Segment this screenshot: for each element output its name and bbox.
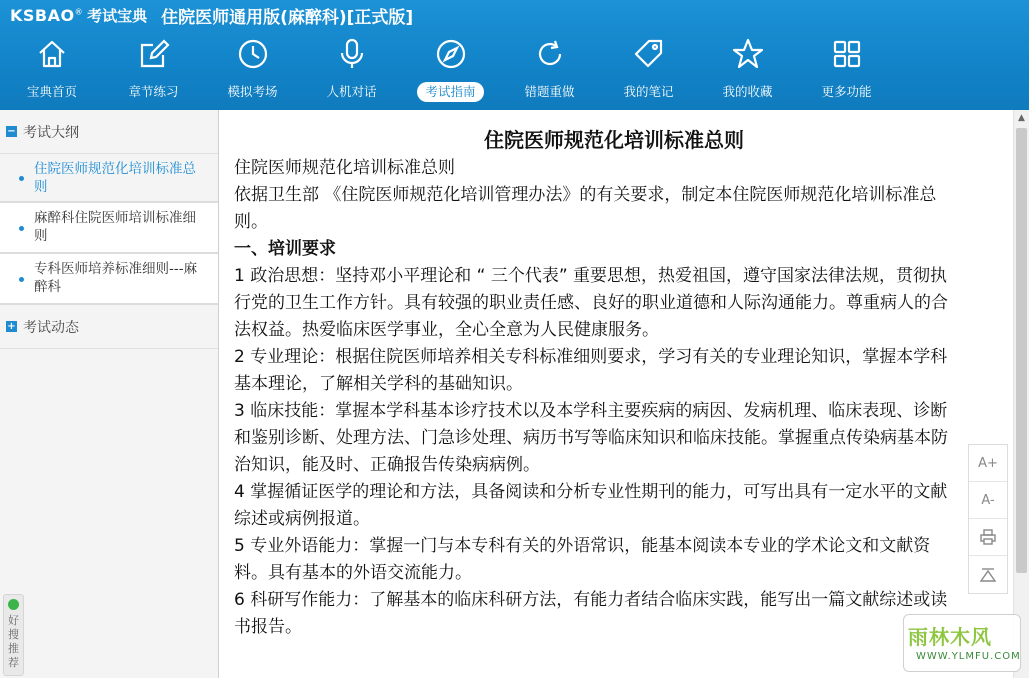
nav-chapter-practice[interactable] bbox=[104, 34, 203, 108]
nav-redo-mistakes[interactable] bbox=[500, 34, 599, 108]
nav-more[interactable] bbox=[797, 34, 896, 108]
document-view bbox=[220, 110, 1009, 678]
nav-dialogue[interactable] bbox=[302, 34, 401, 108]
nav-label: 考试指南 bbox=[417, 82, 483, 102]
bullet-icon bbox=[19, 277, 24, 282]
nav-mock-exam[interactable] bbox=[203, 34, 302, 108]
section-exam-news[interactable] bbox=[0, 305, 218, 349]
bullet-icon bbox=[19, 176, 24, 181]
nav-label: 模拟考场 bbox=[227, 84, 278, 99]
home-icon bbox=[32, 34, 72, 74]
scroll-up-icon[interactable]: ▲ bbox=[1018, 113, 1025, 123]
sidebar-item-specialist-rules[interactable] bbox=[0, 254, 218, 305]
nav-exam-guide[interactable] bbox=[401, 34, 500, 108]
font-increase-button[interactable]: A+ bbox=[969, 445, 1007, 482]
recommend-tab[interactable] bbox=[3, 594, 24, 676]
nav-label: 错题重做 bbox=[524, 84, 575, 99]
microphone-icon bbox=[332, 34, 372, 74]
section-exam-outline[interactable] bbox=[0, 110, 218, 154]
reader-toolbar bbox=[968, 444, 1008, 594]
section-label: 考试大纲 bbox=[23, 124, 79, 141]
sidebar-item-label: 住院医师规范化培训标准总则 bbox=[34, 161, 196, 195]
grid-icon bbox=[827, 34, 867, 74]
nav-label: 更多功能 bbox=[821, 84, 872, 99]
nav-my-notes[interactable] bbox=[599, 34, 698, 108]
sidebar bbox=[0, 110, 219, 678]
title-bar bbox=[0, 0, 1029, 30]
main-nav bbox=[0, 34, 896, 108]
paragraph: 2 专业理论：根据住院医师培养相关专科标准细则要求，学习有关的专业理论知识，掌握本学科基本理论，了解相关学科的基础知识。 bbox=[234, 347, 948, 394]
app-title: 住院医师通用版(麻醉科)[正式版] bbox=[161, 7, 414, 28]
up-triangle-icon bbox=[979, 566, 997, 584]
sidebar-item-label: 专科医师培养标准细则---麻醉科 bbox=[34, 261, 198, 295]
compass-icon bbox=[431, 34, 471, 74]
nav-label: 宝典首页 bbox=[26, 84, 77, 99]
nav-home[interactable] bbox=[0, 34, 104, 108]
watermark-url: WWW.YLMFU.COM bbox=[916, 651, 1021, 662]
print-button[interactable] bbox=[969, 519, 1007, 556]
watermark-logo bbox=[903, 614, 1021, 672]
paragraph: 住院医师规范化培训标准总则 bbox=[234, 158, 455, 178]
back-to-top-button[interactable] bbox=[969, 556, 1007, 593]
clock-icon bbox=[233, 34, 273, 74]
status-dot-icon bbox=[8, 599, 19, 610]
paragraph: 依据卫生部 《住院医师规范化培训管理办法》的有关要求，制定本住院医师规范化培训标准总则。 bbox=[234, 185, 937, 232]
font-decrease-button[interactable]: A- bbox=[969, 482, 1007, 519]
section-label: 考试动态 bbox=[23, 319, 79, 336]
vertical-scrollbar[interactable] bbox=[1013, 110, 1029, 678]
collapse-icon[interactable]: − bbox=[7, 126, 16, 137]
logo-text: 考试宝典 bbox=[87, 6, 148, 25]
nav-favorites[interactable] bbox=[698, 34, 797, 108]
tag-icon bbox=[629, 34, 669, 74]
watermark-text: 雨林木风 bbox=[908, 625, 992, 649]
paragraph: 3 临床技能：掌握本学科基本诊疗技术以及本学科主要疾病的病因、发病机理、临床表现、诊断和鉴别诊断、处理方法、门急诊处理、病历书写等临床知识和临床技能。掌握重点传染病基本防治知识，能及时、正确报告传染病病例。 bbox=[234, 401, 948, 475]
paragraph: 5 专业外语能力：掌握一门与本专科有关的外语常识，能基本阅读本专业的学术论文和文献资料。具有基本的外语交流能力。 bbox=[234, 536, 931, 583]
recommend-label: 好搜推荐 bbox=[8, 614, 19, 669]
document-title: 住院医师规范化培训标准总则 bbox=[484, 128, 744, 152]
paragraph: 6 科研写作能力：了解基本的临床科研方法，有能力者结合临床实践，能写出一篇文献综述或读书报告。 bbox=[234, 590, 948, 637]
section-heading: 一、培训要求 bbox=[234, 239, 336, 259]
expand-icon[interactable]: + bbox=[7, 321, 16, 332]
refresh-icon bbox=[530, 34, 570, 74]
nav-label: 章节练习 bbox=[128, 84, 179, 99]
nav-label: 我的收藏 bbox=[722, 84, 773, 99]
header bbox=[0, 0, 1029, 110]
sidebar-item-label: 麻醉科住院医师培训标准细则 bbox=[34, 210, 196, 244]
nav-label: 人机对话 bbox=[326, 84, 377, 99]
sidebar-item-general-rules[interactable] bbox=[0, 154, 218, 203]
star-icon bbox=[728, 34, 768, 74]
paragraph: 4 掌握循证医学的理论和方法，具备阅读和分析专业性期刊的能力，可写出具有一定水平的文献综述或病例报道。 bbox=[234, 482, 948, 529]
edit-icon bbox=[134, 34, 174, 74]
logo: KSBAO® bbox=[10, 5, 84, 25]
scroll-thumb[interactable] bbox=[1016, 128, 1027, 573]
nav-label: 我的笔记 bbox=[623, 84, 674, 99]
print-icon bbox=[979, 528, 997, 546]
bullet-icon bbox=[19, 226, 24, 231]
sidebar-item-anesthesia-rules[interactable] bbox=[0, 203, 218, 254]
paragraph: 1 政治思想：坚持邓小平理论和 “ 三个代表” 重要思想，热爱祖国，遵守国家法律法规，贯彻执行党的卫生工作方针。具有较强的职业责任感、良好的职业道德和人际沟通能力。尊重病人的合法权益。热爱临床医学事业，全心全意为人民健康服务。 bbox=[234, 266, 948, 340]
